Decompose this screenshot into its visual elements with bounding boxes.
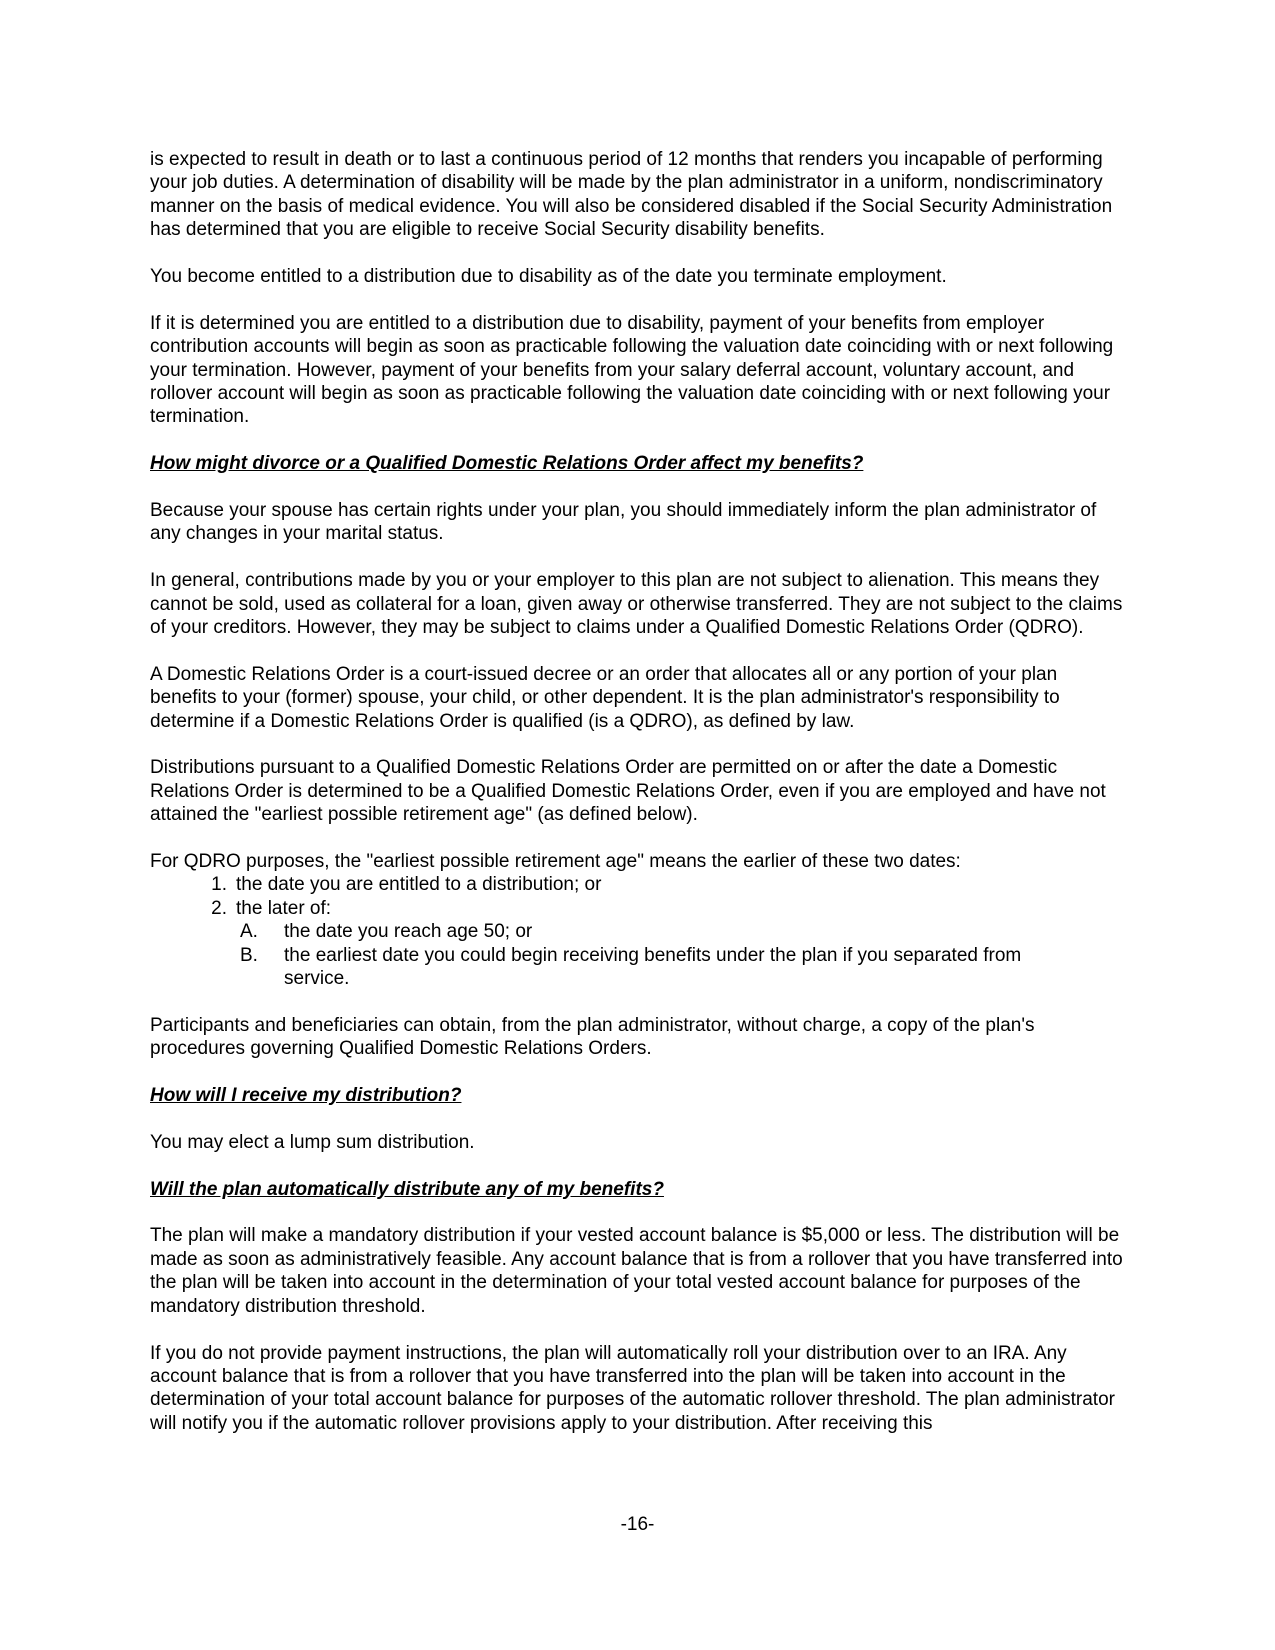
list-item xyxy=(150,873,1125,896)
page-number: -16- xyxy=(620,1514,655,1535)
sub-list-text: the date you reach age 50; or xyxy=(284,921,533,943)
earliest-age-list xyxy=(150,873,1125,990)
list-item-text: the date you are entitled to a distribution; or xyxy=(236,874,602,896)
list-item xyxy=(150,897,1125,920)
paragraph-lump-sum: You may elect a lump sum distribution. xyxy=(150,1131,475,1153)
paragraph-disability-entitlement: You become entitled to a distribution due to disability as of the date you terminate employment. xyxy=(150,266,947,288)
heading-divorce-qdro: How might divorce or a Qualified Domestic Relations Order affect my benefits? xyxy=(150,453,864,475)
paragraph-spouse-rights: Because your spouse has certain rights under your plan, you should immediately inform the plan administrator of any changes in your marital status. xyxy=(150,500,1097,545)
list-item-text: the later of: xyxy=(236,897,332,919)
heading-receive-distribution: How will I receive my distribution? xyxy=(150,1085,462,1107)
document-body xyxy=(150,148,1125,1459)
paragraph-alienation: In general, contributions made by you or your employer to this plan are not subject to alienation. This means they cannot be sold, used as collateral for a loan, given away or otherwise transferred. They are not subject to the claims of your creditors. However, they may be subject to claims under a Qualified Domestic Relations Order (QDRO). xyxy=(150,570,1123,639)
sub-list-label: B. xyxy=(240,944,258,966)
paragraph-disability-payment: If it is determined you are entitled to a distribution due to disability, payment of your benefits from employer contribution accounts will begin as soon as practicable following the valuation date coinciding with or next following your termination. However, payment of your benefits from your salary deferral account, voluntary account, and rollover account will begin as soon as practicable following the valuation date coinciding with or next following your termination. xyxy=(150,312,1114,428)
sub-list-text: the earliest date you could begin receiving benefits under the plan if you separated from service. xyxy=(284,944,1022,990)
sub-list-item xyxy=(150,920,1125,943)
list-item-number: 2. xyxy=(211,897,227,919)
sub-list-item xyxy=(150,944,1125,991)
sub-list-label: A. xyxy=(240,921,258,943)
paragraph-automatic-rollover: If you do not provide payment instructions, the plan will automatically roll your distribution over to an IRA. Any account balance that is from a rollover that you have transferred into the plan will be taken into account in the determination of your total account balance for purposes of the automatic rollover threshold. The plan administrator will notify you if the automatic rollover provisions apply to your distribution. After receiving this xyxy=(150,1342,1115,1434)
heading-automatic-distribution: Will the plan automatically distribute any of my benefits? xyxy=(150,1178,664,1200)
paragraph-dro-definition: A Domestic Relations Order is a court-issued decree or an order that allocates all or any portion of your plan benefits to your (former) spouse, your child, or other dependent. It is the plan administrator's responsibility to determine if a Domestic Relations Order is qualified (is a QDRO), as defined by law. xyxy=(150,663,1060,732)
paragraph-qdro-procedures: Participants and beneficiaries can obtain, from the plan administrator, without charge, a copy of the plan's procedures governing Qualified Domestic Relations Orders. xyxy=(150,1014,1035,1060)
paragraph-qdro-distributions: Distributions pursuant to a Qualified Domestic Relations Order are permitted on or after the date a Domestic Relations Order is determined to be a Qualified Domestic Relations Order, even if you are employed and have not attained the "earliest possible retirement age" (as defined below). xyxy=(150,757,1106,826)
paragraph-earliest-retirement-age: For QDRO purposes, the "earliest possible retirement age" means the earlier of these two dates: xyxy=(150,851,961,873)
list-item-number: 1. xyxy=(211,874,227,896)
paragraph-mandatory-distribution: The plan will make a mandatory distribution if your vested account balance is $5,000 or less. The distribution will be made as soon as administratively feasible. Any account balance that is from a rollover that you have transferred into the plan will be taken into account in the determination of your total vested account balance for purposes of the mandatory distribution threshold. xyxy=(150,1225,1123,1317)
paragraph-disability-definition: is expected to result in death or to last a continuous period of 12 months that renders you incapable of performing your job duties. A determination of disability will be made by the plan administrator in a uniform, nondiscriminatory manner on the basis of medical evidence. You will also be considered disabled if the Social Security Administration has determined that you are eligible to receive Social Security disability benefits. xyxy=(150,149,1113,241)
